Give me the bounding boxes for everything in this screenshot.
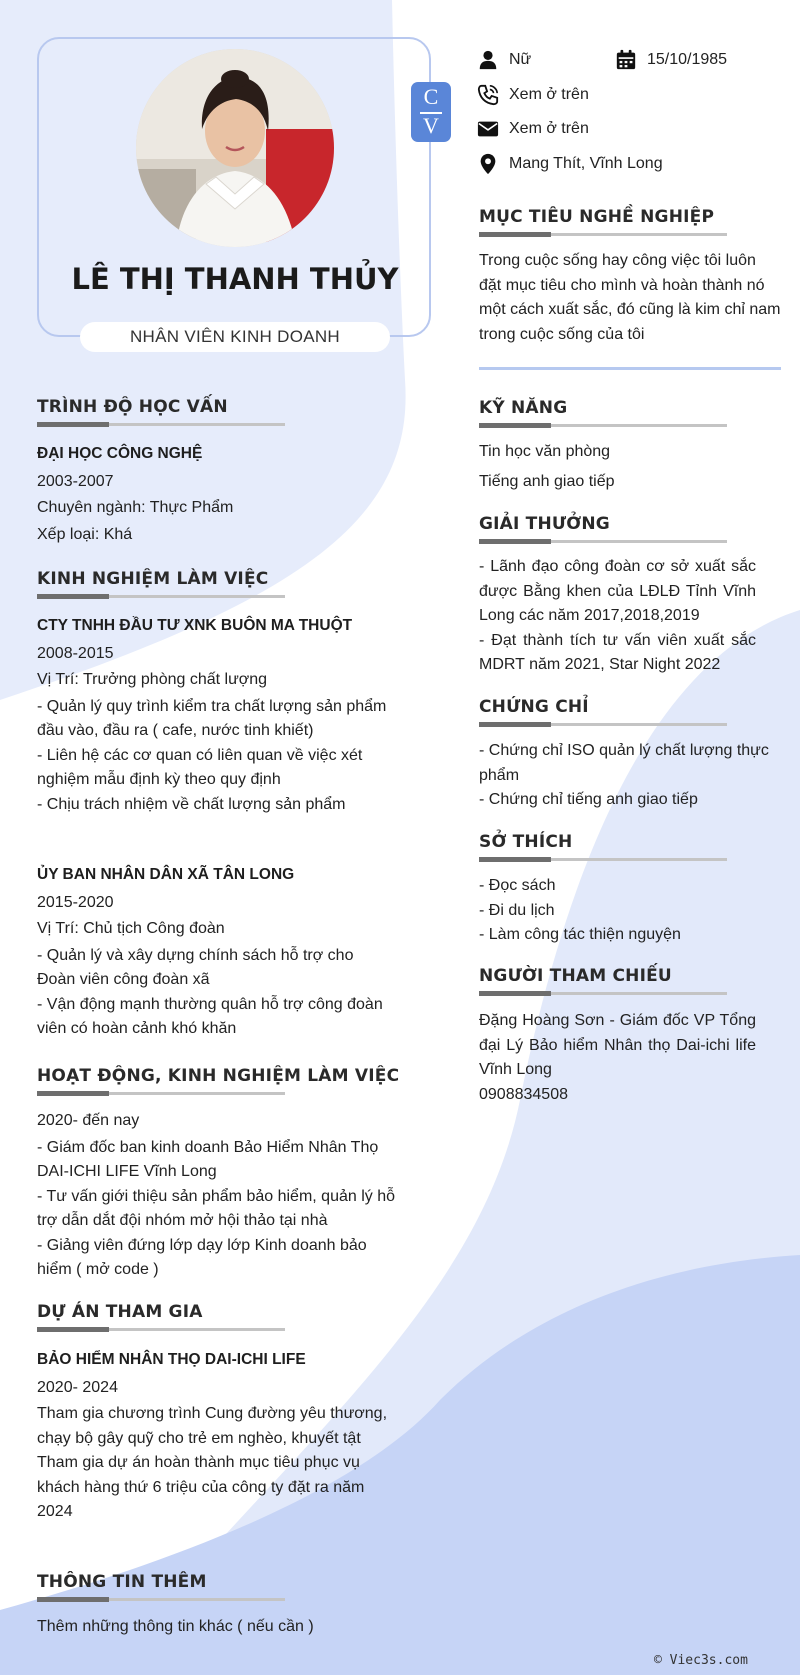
hobby-item: - Đi du lịch bbox=[479, 901, 555, 919]
cv-badge bbox=[411, 82, 451, 142]
job-detail: - Quản lý quy trình kiểm tra chất lượng sản phẩm đầu vào, đầu ra ( cafe, nước tinh khiết) bbox=[37, 697, 387, 739]
extra-section-header bbox=[37, 1572, 285, 1601]
job-years: 2015-2020 bbox=[37, 893, 114, 911]
hobby-item: - Đọc sách bbox=[479, 877, 556, 894]
section-underline bbox=[37, 1598, 285, 1601]
job-detail: - Chịu trách nhiệm về chất lượng sản phẩm bbox=[37, 795, 346, 813]
projects-section-header bbox=[37, 1302, 285, 1331]
awards-section-header bbox=[479, 514, 727, 543]
section-underline bbox=[479, 858, 727, 861]
reference-text: Đặng Hoàng Sơn - Giám đốc VP Tổng đại Lý Bảo hiểm Nhân thọ Dai-ichi life Vĩnh Long bbox=[479, 1012, 756, 1078]
company-name: ỦY BAN NHÂN DÂN XÃ TÂN LONG bbox=[37, 866, 295, 883]
section-heading: CHỨNG CHỈ bbox=[479, 697, 589, 717]
section-underline bbox=[37, 595, 285, 598]
watermark: © Viec3s.com bbox=[654, 1653, 748, 1668]
birthdate-value: 15/10/1985 bbox=[647, 51, 728, 68]
section-heading: THÔNG TIN THÊM bbox=[37, 1572, 207, 1592]
section-heading: NGƯỜI THAM CHIẾU bbox=[479, 966, 672, 986]
section-heading: TRÌNH ĐỘ HỌC VẤN bbox=[37, 397, 228, 417]
column-divider bbox=[479, 367, 781, 370]
job-position: Vị Trí: Chủ tịch Công đoàn bbox=[37, 920, 225, 937]
school-name: ĐẠI HỌC CÔNG NGHỆ bbox=[37, 445, 203, 462]
job-years: 2008-2015 bbox=[37, 644, 114, 662]
activity-years: 2020- đến nay bbox=[37, 1112, 140, 1129]
section-heading: GIẢI THƯỞNG bbox=[479, 514, 610, 534]
education-grade: Xếp loại: Khá bbox=[37, 525, 133, 543]
calendar-icon bbox=[615, 49, 637, 71]
section-underline bbox=[37, 423, 285, 426]
section-underline bbox=[479, 540, 727, 543]
education-section-header bbox=[37, 397, 285, 426]
phone-icon bbox=[477, 84, 499, 106]
hobbies-list bbox=[479, 874, 769, 948]
address-value: Mang Thít, Vĩnh Long bbox=[509, 155, 663, 172]
job-detail: - Vận động mạnh thường quân hỗ trợ công đoàn viên có hoàn cảnh khó khăn bbox=[37, 995, 383, 1037]
certificates-list bbox=[479, 739, 769, 813]
email-value: Xem ở trên bbox=[509, 120, 589, 137]
award-item: - Lãnh đạo công đoàn cơ sở xuất sắc được Bằng khen của LĐLĐ Tỉnh Vĩnh Long các năm 2017,2018,2019 bbox=[479, 558, 756, 624]
section-underline bbox=[37, 1092, 285, 1095]
cv-badge-bottom: V bbox=[423, 113, 439, 138]
contact-gender bbox=[477, 49, 531, 71]
activities-section-header bbox=[37, 1066, 399, 1095]
contact-address bbox=[477, 153, 663, 175]
skills-list bbox=[479, 440, 779, 494]
education-years: 2003-2007 bbox=[37, 472, 114, 490]
job-position: Vị Trí: Trưởng phòng chất lượng bbox=[37, 671, 268, 688]
references-section-header bbox=[479, 966, 727, 995]
section-heading: KỸ NĂNG bbox=[479, 398, 568, 418]
company-name: CTY TNHH ĐẦU TƯ XNK BUÔN MA THUỘT bbox=[37, 617, 353, 634]
phone-value: Xem ở trên bbox=[509, 86, 589, 103]
section-underline bbox=[479, 723, 727, 726]
objective-section-header bbox=[479, 207, 727, 236]
reference-phone: 0908834508 bbox=[479, 1085, 568, 1103]
user-icon bbox=[477, 49, 499, 71]
job-detail: - Liên hệ các cơ quan có liên quan về việc xét nghiệm mẫu định kỳ theo quy định bbox=[37, 746, 363, 788]
mail-icon bbox=[477, 118, 499, 140]
section-underline bbox=[479, 992, 727, 995]
experience-section-header bbox=[37, 569, 285, 598]
contact-phone bbox=[477, 84, 589, 106]
cv-badge-top: C bbox=[423, 84, 439, 109]
certificate-item: - Chứng chỉ ISO quản lý chất lượng thực phẩm bbox=[479, 742, 769, 784]
project-name: BẢO HIỂM NHÂN THỌ DAI-ICHI LIFE bbox=[37, 1351, 306, 1368]
skills-section-header bbox=[479, 398, 727, 427]
section-underline bbox=[37, 1328, 285, 1331]
activities-block bbox=[37, 1109, 397, 1283]
job-title: NHÂN VIÊN KINH DOANH bbox=[80, 322, 390, 352]
section-underline bbox=[479, 424, 727, 427]
avatar bbox=[136, 49, 334, 247]
candidate-name: LÊ THỊ THANH THỦY bbox=[71, 262, 399, 296]
award-item: - Đạt thành tích tư vấn viên xuất sắc MDRT năm 2021, Star Night 2022 bbox=[479, 631, 756, 673]
reference-block bbox=[479, 1009, 756, 1107]
job-detail: - Quản lý và xây dựng chính sách hỗ trợ cho Đoàn viên công đoàn xã bbox=[37, 946, 354, 988]
certificates-section-header bbox=[479, 697, 727, 726]
section-heading: DỰ ÁN THAM GIA bbox=[37, 1302, 203, 1322]
job-entry bbox=[37, 863, 387, 1042]
education-block bbox=[37, 442, 397, 547]
awards-list bbox=[479, 555, 756, 678]
project-detail: Tham gia dự án hoàn thành mục tiêu phục vụ khách hàng thứ 6 triệu của công ty đặt ra năm 2024 bbox=[37, 1454, 365, 1520]
section-heading: SỞ THÍCH bbox=[479, 832, 573, 852]
activity-detail: - Giảng viên đứng lớp dạy lớp Kinh doanh bảo hiểm ( mở code ) bbox=[37, 1236, 367, 1278]
section-heading: HOẠT ĐỘNG, KINH NGHIỆM LÀM VIỆC bbox=[37, 1066, 400, 1086]
certificate-item: - Chứng chỉ tiếng anh giao tiếp bbox=[479, 791, 698, 808]
objective-text: Trong cuộc sống hay công việc tôi luôn đặt mục tiêu cho mình và hoàn thành nó một cách xuất sắc, đó cũng là kim chỉ nam trong cuộc sống của tôi bbox=[479, 252, 781, 343]
skill-item: Tiếng anh giao tiếp bbox=[479, 472, 615, 490]
education-major: Chuyên ngành: Thực Phẩm bbox=[37, 499, 234, 516]
skill-item: Tin học văn phòng bbox=[479, 443, 611, 460]
activity-detail: - Giám đốc ban kinh doanh Bảo Hiểm Nhân Thọ DAI-ICHI LIFE Vĩnh Long bbox=[37, 1138, 379, 1180]
contact-email bbox=[477, 118, 589, 140]
project-entry bbox=[37, 1348, 392, 1525]
activity-detail: - Tư vấn giới thiệu sản phẩm bảo hiểm, quản lý hỗ trợ dẫn dắt đội nhóm mở hội thảo tại nhà bbox=[37, 1187, 395, 1229]
gender-value: Nữ bbox=[509, 51, 532, 68]
section-underline bbox=[479, 233, 727, 236]
section-heading: MỤC TIÊU NGHỀ NGHIỆP bbox=[479, 207, 715, 227]
hobby-item: - Làm công tác thiện nguyện bbox=[479, 926, 681, 943]
extra-text: Thêm những thông tin khác ( nếu cần ) bbox=[37, 1618, 314, 1635]
section-heading: KINH NGHIỆM LÀM VIỆC bbox=[37, 569, 269, 589]
project-detail: Tham gia chương trình Cung đường yêu thương, chạy bộ gây quỹ cho trẻ em nghèo, khuyết tật bbox=[37, 1405, 388, 1447]
location-icon bbox=[477, 153, 499, 175]
contact-birthdate bbox=[615, 49, 727, 71]
project-years: 2020- 2024 bbox=[37, 1378, 118, 1396]
hobbies-section-header bbox=[479, 832, 727, 861]
job-entry bbox=[37, 614, 397, 817]
